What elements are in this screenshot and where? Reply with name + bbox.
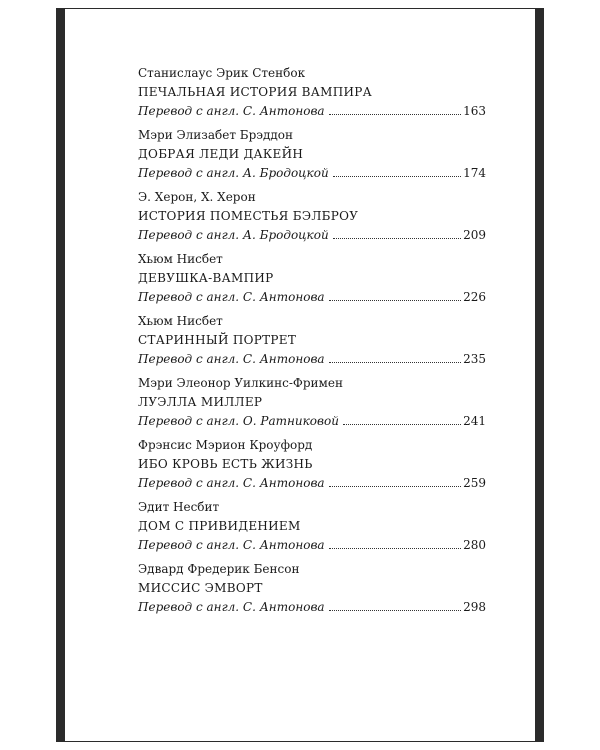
translator-row xyxy=(138,474,486,493)
page-number: 280 xyxy=(463,538,486,552)
toc-entry xyxy=(138,312,486,374)
dot-leader xyxy=(329,548,462,549)
toc-entry xyxy=(138,250,486,312)
translator-credit: Перевод с англ. С. Антонова xyxy=(138,600,325,614)
dot-leader xyxy=(329,486,462,487)
translator-row xyxy=(138,536,486,555)
translator-credit: Перевод с англ. А. Бродоцкой xyxy=(138,166,329,180)
story-title: ЛУЭЛЛА МИЛЛЕР xyxy=(138,395,263,409)
page-number: 163 xyxy=(463,104,486,118)
page-number: 209 xyxy=(463,228,486,242)
translator-credit: Перевод с англ. С. Антонова xyxy=(138,476,325,490)
toc-entry xyxy=(138,374,486,436)
dot-leader xyxy=(329,610,462,611)
toc-entry xyxy=(138,126,486,188)
dot-leader xyxy=(333,238,461,239)
translator-row xyxy=(138,226,486,245)
author-name: Мэри Элизабет Брэддон xyxy=(138,128,294,142)
translator-row xyxy=(138,598,486,617)
page-number: 235 xyxy=(463,352,486,366)
page-number: 174 xyxy=(463,166,486,180)
page-number: 226 xyxy=(463,290,486,304)
dot-leader xyxy=(329,362,462,363)
translator-row xyxy=(138,350,486,369)
story-title: СТАРИННЫЙ ПОРТРЕТ xyxy=(138,333,297,347)
translator-credit: Перевод с англ. А. Бродоцкой xyxy=(138,228,329,242)
dot-leader xyxy=(343,424,461,425)
toc-entry xyxy=(138,64,486,126)
dot-leader xyxy=(329,300,462,301)
translator-row xyxy=(138,164,486,183)
translator-row xyxy=(138,102,486,121)
toc-entry xyxy=(138,560,486,622)
page-number: 259 xyxy=(463,476,486,490)
translator-row xyxy=(138,288,486,307)
toc-entry xyxy=(138,188,486,250)
story-title: ИСТОРИЯ ПОМЕСТЬЯ БЭЛБРОУ xyxy=(138,209,359,223)
page-number: 298 xyxy=(463,600,486,614)
author-name: Хьюм Нисбет xyxy=(138,314,223,328)
author-name: Хьюм Нисбет xyxy=(138,252,223,266)
author-name: Станислаус Эрик Стенбок xyxy=(138,66,306,80)
table-of-contents xyxy=(138,64,486,622)
story-title: ДОБРАЯ ЛЕДИ ДАКЕЙН xyxy=(138,147,304,161)
author-name: Мэри Элеонор Уилкинс-Фримен xyxy=(138,376,343,390)
translator-row xyxy=(138,412,486,431)
translator-credit: Перевод с англ. С. Антонова xyxy=(138,104,325,118)
author-name: Фрэнсис Мэрион Кроуфорд xyxy=(138,438,313,452)
dot-leader xyxy=(333,176,461,177)
story-title: ДОМ С ПРИВИДЕНИЕМ xyxy=(138,519,301,533)
translator-credit: Перевод с англ. О. Ратниковой xyxy=(138,414,339,428)
translator-credit: Перевод с англ. С. Антонова xyxy=(138,290,325,304)
story-title: ПЕЧАЛЬНАЯ ИСТОРИЯ ВАМПИРА xyxy=(138,85,373,99)
translator-credit: Перевод с англ. С. Антонова xyxy=(138,538,325,552)
author-name: Эдвард Фредерик Бенсон xyxy=(138,562,300,576)
dot-leader xyxy=(329,114,462,115)
author-name: Э. Херон, Х. Херон xyxy=(138,190,256,204)
toc-entry xyxy=(138,498,486,560)
story-title: МИССИС ЭМВОРТ xyxy=(138,581,263,595)
story-title: ИБО КРОВЬ ЕСТЬ ЖИЗНЬ xyxy=(138,457,313,471)
translator-credit: Перевод с англ. С. Антонова xyxy=(138,352,325,366)
toc-entry xyxy=(138,436,486,498)
page-number: 241 xyxy=(463,414,486,428)
author-name: Эдит Несбит xyxy=(138,500,220,514)
story-title: ДЕВУШКА-ВАМПИР xyxy=(138,271,274,285)
